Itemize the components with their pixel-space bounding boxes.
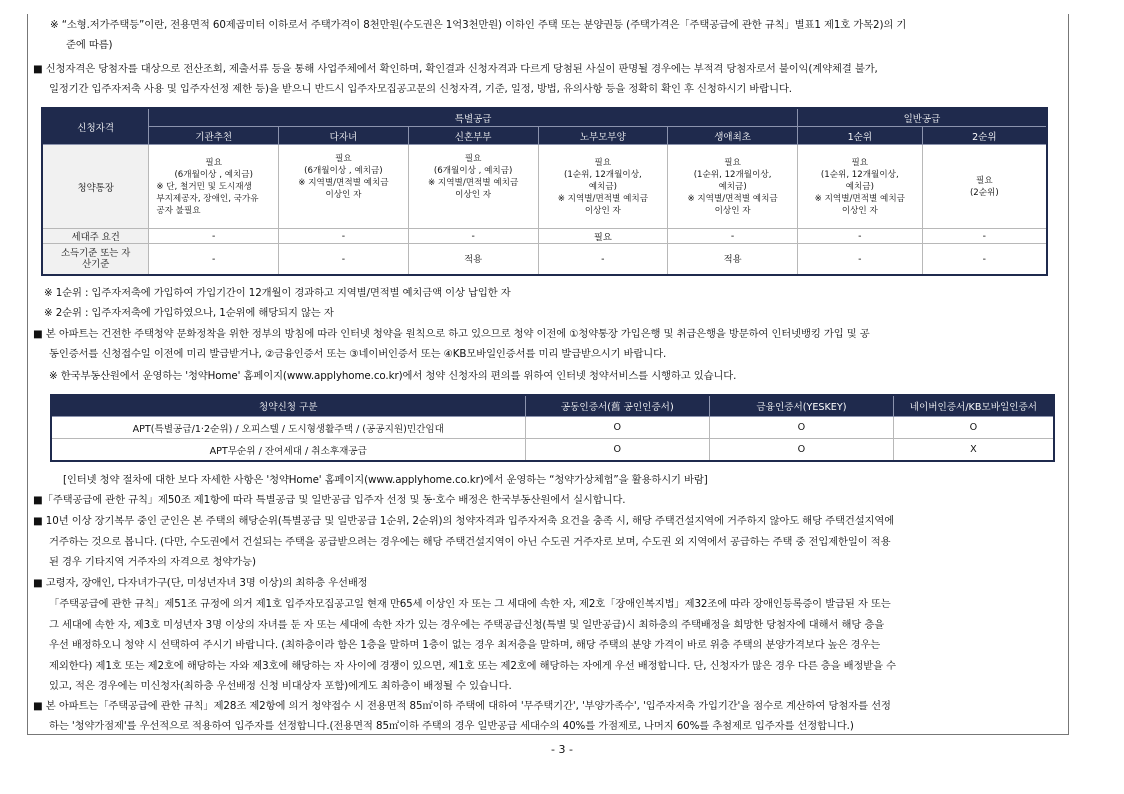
- eligibility-table: [41, 107, 1048, 276]
- document-page: [27, 14, 1069, 735]
- certificate-note: [인터넷 청약 절차에 대한 보다 자세한 사항은 '청약Home' 홈페이지(www.applyhome.co.kr)에서 운영하는 “청약가상체험”을 활용하시기 바람]: [63, 474, 708, 486]
- table-row: [42, 244, 1047, 276]
- internet-paragraph-line-1: ■ 본 아파트는 건전한 주택청약 문화정착을 위한 정부의 방침에 따라 인터넷 청약을 원칙으로 하고 있으므로 청약 이전에 ①청약통장 가입은행 및 취급은행을 방문하여 인터넷뱅킹 가입 및 공: [33, 328, 870, 340]
- cell-line: 필요: [464, 154, 482, 164]
- cell-line: ※ 단, 철거민 및 도시재생: [156, 181, 252, 192]
- internet-paragraph-line-2: 동인증서를 신청접수일 이전에 미리 발급받거나, ②금융인증서 또는 ③네이버인증서 또는 ④KB모바일인증서를 미리 발급받으시기 바랍니다.: [49, 348, 667, 360]
- cell-line: 필요: [594, 157, 612, 168]
- cell-line: 이상인 자: [841, 205, 878, 216]
- table-cell: -: [408, 229, 538, 244]
- table-cell: -: [797, 244, 922, 276]
- cell-line: (2순위): [969, 187, 999, 198]
- cell-line: (6개월이상 , 예치금): [433, 166, 513, 176]
- cell-line: 필요: [851, 157, 869, 168]
- table-cell: [668, 145, 798, 229]
- row-label: 청약통장: [42, 145, 149, 229]
- cell-line: 이상인 자: [584, 205, 621, 216]
- cell-line: (6개월이상 , 예치금): [174, 169, 253, 180]
- top-note-line-1: ※ “소형.저가주택등”이란, 전용면적 60제곱미터 이하로서 주택가격이 8천만원(수도권은 1억3천만원) 이하인 주택 또는 분양권등 (주택가격은「주택공급에 관한 규칙」별표1 제1호 가목2)의 기: [50, 19, 907, 31]
- verify-paragraph-line-2: 일정기간 입주자저축 사용 및 입주자선정 제한 등)을 받으니 반드시 입주자모집공고문의 신청자격, 기준, 일정, 방법, 유의사항 등을 정확히 확인 후 신청하시기 바랍니다.: [49, 83, 792, 95]
- column-header: 네이버인증서/KB모바일인증서: [893, 395, 1054, 417]
- table-cell: [922, 145, 1047, 229]
- cell-line: 필요: [724, 157, 741, 168]
- score-paragraph-line-2: 하는 '청약가점제'를 우선적으로 적용하여 입주자를 선정합니다.(전용면적 85㎡이하 주택의 경우 일반공급 세대수의 40%를 가점제로, 나머지 60%를 추첨제로 입주자를 선정합니다.): [49, 720, 854, 732]
- table-row: [51, 417, 1054, 439]
- table-cell: 적용: [668, 244, 798, 276]
- cell-line: (1순위, 12개월이상,: [820, 169, 899, 180]
- military-paragraph-line-2: 거주하는 것으로 봅니다. (다만, 수도권에서 건설되는 주택을 공급받으려는 경우에는 해당 주택건설지역이 아닌 수도권 거주자로 보며, 수도권 외 지역에서 공급하는 주택 중 전입제한일이 적용: [49, 536, 891, 548]
- military-paragraph-line-3: 된 경우 기타지역 거주자의 자격으로 청약가능): [49, 556, 256, 568]
- top-note-line-2: 준에 따름): [66, 39, 113, 51]
- column-header: 공동인증서(舊 공인인증서): [525, 395, 710, 417]
- certificate-table: [50, 394, 1055, 462]
- table-row: [42, 145, 1047, 229]
- column-header: 기관추천: [149, 127, 279, 145]
- cell-line: 필요: [976, 175, 993, 186]
- table-corner-header: 신청자격: [42, 108, 149, 145]
- column-header: 신혼부부: [408, 127, 538, 145]
- table-cell: 적용: [408, 244, 538, 276]
- military-paragraph-line-1: ■ 10년 이상 장기복무 중인 군인은 본 주택의 해당순위(특별공급 및 일반공급 1순위, 2순위)의 청약자격과 입주자저축 요건을 충족 시, 해당 주택건설지역에 거주하지 않아도 해당 주택건설지역에: [33, 515, 895, 527]
- reb-paragraph: ■「주택공급에 관한 규칙」제50조 제1항에 따라 특별공급 및 일반공급 입주자 선정 및 동·호수 배정은 한국부동산원에서 실시합니다.: [33, 494, 626, 506]
- table-cell: O: [525, 439, 710, 462]
- table-row: [51, 439, 1054, 462]
- cell-line: 예치금): [845, 181, 874, 192]
- cell-line: ※ 지역별/면적별 예치금: [687, 193, 778, 204]
- table-cell: O: [710, 417, 894, 439]
- table-cell: [408, 145, 538, 229]
- cell-line: 공자 불필요: [156, 205, 201, 216]
- cell-line: 이상인 자: [455, 190, 492, 200]
- cell-line: ※ 지역별/면적별 예치금: [298, 178, 389, 188]
- cell-line: (1순위, 12개월이상,: [563, 169, 642, 180]
- column-header: 금융인증서(YESKEY): [710, 395, 894, 417]
- column-header: 청약신청 구분: [51, 395, 525, 417]
- table-cell: -: [797, 229, 922, 244]
- table-cell: -: [149, 229, 279, 244]
- cell-line: 필요: [335, 154, 352, 164]
- lowest-floor-line-5: 있고, 적은 경우에는 미신청자(최하층 우선배정 신청 비대상자 포함)에게도 최하층이 배정될 수 있습니다.: [49, 680, 512, 692]
- table-cell: -: [279, 244, 409, 276]
- lowest-floor-line-3: 우선 배정하오니 청약 시 선택하여 주시기 바랍니다. (최하층이라 함은 1층을 말하며 1층이 없는 경우 최저층을 말하며, 해당 주택의 분양 가격이 바로 위층 주택의 분양가격보다 높은 경우는: [49, 639, 881, 651]
- applyhome-note: ※ 한국부동산원에서 운영하는 '청약Home' 홈페이지(www.applyhome.co.kr)에서 청약 신청자의 편의를 위하여 인터넷 청약서비스를 시행하고 있습니다.: [49, 370, 737, 382]
- table-cell: 필요: [538, 229, 668, 244]
- rank1-note: ※ 1순위 : 입주자저축에 가입하여 가입기간이 12개월이 경과하고 지역별/면적별 예치금액 이상 납입한 자: [44, 287, 511, 299]
- lowest-floor-title: ■ 고령자, 장애인, 다자녀가구(단, 미성년자녀 3명 이상)의 최하층 우선배정: [33, 577, 368, 589]
- table-cell: [279, 145, 409, 229]
- table-cell: O: [893, 417, 1054, 439]
- table-cell: -: [149, 244, 279, 276]
- cell-line: 이상인 자: [714, 205, 751, 216]
- row-label: 세대주 요건: [42, 229, 149, 244]
- table-cell: X: [893, 439, 1054, 462]
- table-cell: -: [922, 244, 1047, 276]
- cell-line: 예치금): [588, 181, 617, 192]
- cell-line: 이상인 자: [325, 190, 362, 200]
- table-cell: APT(특별공급/1·2순위) / 오피스텔 / 도시형생활주택 / (공공지원)민간임대: [51, 417, 525, 439]
- lowest-floor-line-2: 그 세대에 속한 자, 제3호 미성년자 3명 이상의 자녀를 둔 자 또는 세대에 속한 자가 있는 경우에는 주택공급신청(특별 및 일반공급)시 최하층의 주택배정을 희망한 당첨자에 대해서 해당 층을: [49, 619, 885, 631]
- page-number: - 3 -: [551, 743, 573, 756]
- table-cell: O: [710, 439, 894, 462]
- table-cell: O: [525, 417, 710, 439]
- cell-line: (1순위, 12개월이상,: [693, 169, 772, 180]
- cell-line: (6개월이상 , 예치금): [304, 166, 383, 176]
- table-cell: -: [922, 229, 1047, 244]
- rank2-note: ※ 2순위 : 입주자저축에 가입하였으나, 1순위에 해당되지 않는 자: [44, 307, 334, 319]
- cell-line: ※ 지역별/면적별 예치금: [814, 193, 905, 204]
- cell-line: 필요: [205, 157, 222, 168]
- column-header: 2순위: [922, 127, 1047, 145]
- table-cell: [538, 145, 668, 229]
- column-header: 1순위: [797, 127, 922, 145]
- table-cell: [797, 145, 922, 229]
- table-cell: -: [538, 244, 668, 276]
- table-cell: [149, 145, 279, 229]
- column-header: 다자녀: [279, 127, 409, 145]
- general-supply-header: 일반공급: [797, 108, 1047, 127]
- cell-line: 예치금): [718, 181, 747, 192]
- cell-line: ※ 지역별/면적별 예치금: [428, 178, 519, 188]
- table-cell: -: [668, 229, 798, 244]
- table-cell: APT무순위 / 잔여세대 / 취소후재공급: [51, 439, 525, 462]
- column-header: 생애최초: [668, 127, 798, 145]
- table-row: [42, 229, 1047, 244]
- score-paragraph-line-1: ■ 본 아파트는「주택공급에 관한 규칙」제28조 제2항에 의거 청약접수 시 전용면적 85㎡이하 주택에 대하여 '무주택기간', '부양가족수', '입주자저축 가입기간'을 점수로 계산하여 당첨자를 선정: [33, 700, 891, 712]
- lowest-floor-line-4: 제외한다) 제1호 또는 제2호에 해당하는 자와 제3호에 해당하는 자 사이에 경쟁이 있으면, 제1호 또는 제2호에 해당하는 자에게 우선 배정합니다. 단, 신청자가 많은 경우 다른 층을 배정받을 수: [49, 660, 897, 672]
- special-supply-header: 특별공급: [149, 108, 798, 127]
- verify-paragraph-line-1: ■ 신청자격은 당첨자를 대상으로 전산조회, 제출서류 등을 통해 사업주체에서 확인하며, 확인결과 신청자격과 다르게 당첨된 사실이 판명될 경우에는 부적격 당첨자로서 불이익(계약체결 불가,: [33, 63, 878, 75]
- column-header: 노부모부양: [538, 127, 668, 145]
- lowest-floor-line-1: 「주택공급에 관한 규칙」제51조 규정에 의거 제1호 입주자모집공고일 현재 만65세 이상인 자 또는 그 세대에 속한 자, 제2호「장애인복지법」제32조에 따라 장애인등록증이 발급된 자 또는: [49, 598, 891, 610]
- cell-line: ※ 지역별/면적별 예치금: [557, 193, 648, 204]
- row-label: 소득기준 또는 자산기준: [42, 244, 149, 276]
- table-cell: -: [279, 229, 409, 244]
- cell-line: 부지제공자, 장애인, 국가유: [156, 193, 259, 204]
